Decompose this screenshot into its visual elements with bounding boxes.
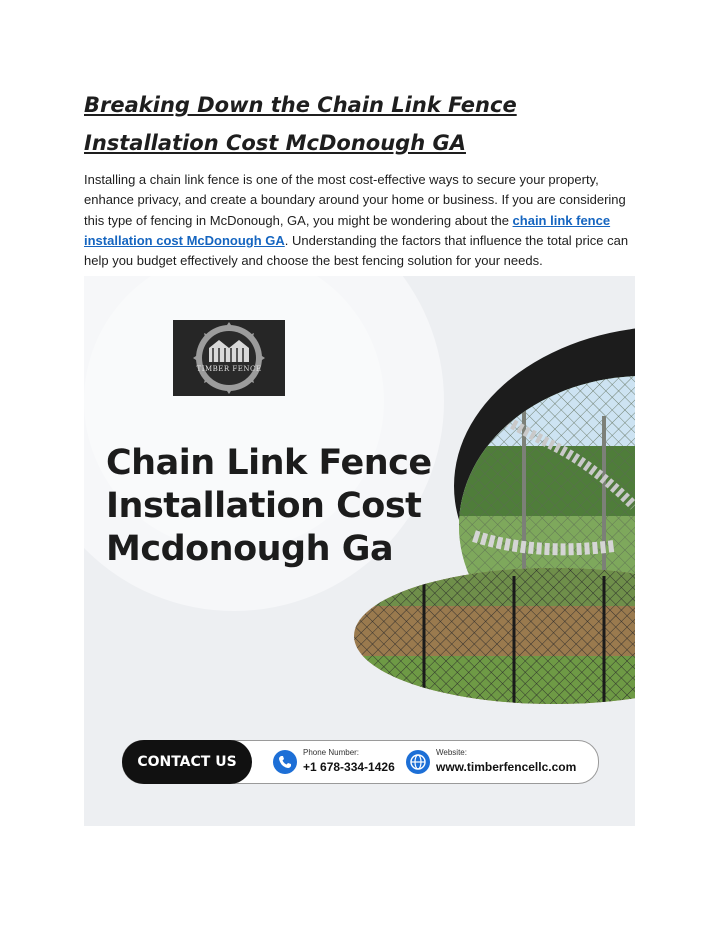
article-paragraph (84, 170, 636, 271)
promo-banner-image (84, 276, 635, 826)
phone-label: Phone Number: (303, 748, 360, 757)
globe-icon (406, 750, 430, 774)
website-url[interactable]: www.timberfencellc.com (436, 760, 577, 774)
paragraph-text-end: . Understanding the factors that influence the total price can help you budget effectively and choose the best fencing solution for your needs. (84, 232, 629, 269)
paragraph-text-start: Installing a chain link fence is one of the most cost-effective ways to secure your property, enhance privacy, and create a boundary around your home or business. If you are considering this type of fencing in McDonough, GA, you might be wondering about the (84, 172, 626, 228)
article-title: Breaking Down the Chain Link Fence Installation Cost McDonough GA (84, 93, 517, 155)
banner-headline: Chain Link Fence Installation Cost Mcdonough Ga (106, 443, 432, 569)
phone-number[interactable]: +1 678-334-1426 (303, 760, 395, 774)
cost-link[interactable]: chain link fence installation cost McDonough GA (84, 212, 611, 248)
saw-blade-icon (173, 320, 285, 396)
logo-text: TIMBER FENCE (196, 365, 262, 373)
contact-us-button[interactable]: CONTACT US (122, 740, 252, 784)
phone-icon (273, 750, 297, 774)
company-logo (173, 320, 285, 396)
website-label: Website: (436, 748, 467, 757)
